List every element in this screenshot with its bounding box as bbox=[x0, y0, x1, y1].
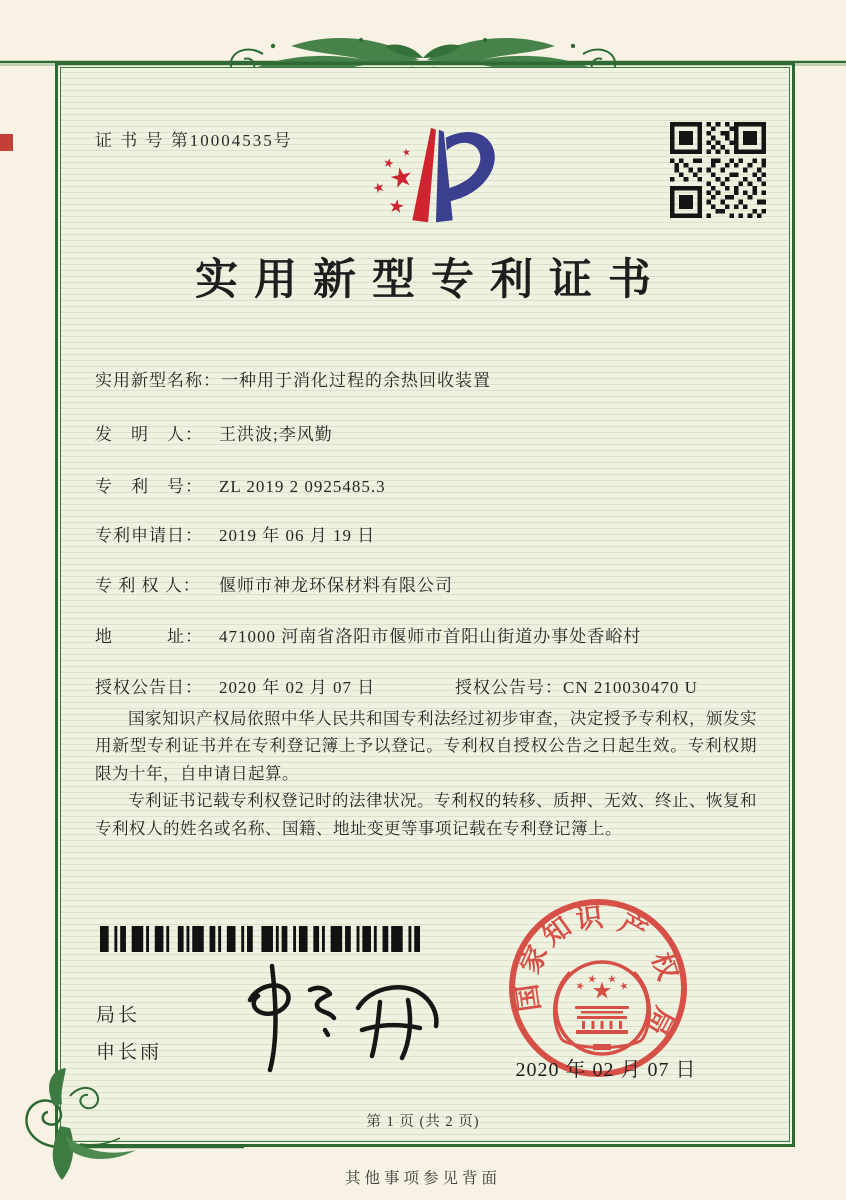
field-row-inventors bbox=[95, 420, 333, 445]
field-row-grant-date bbox=[95, 673, 760, 698]
cnipa-logo bbox=[352, 112, 512, 240]
director-signature bbox=[225, 950, 465, 1075]
seal-char: 产 bbox=[613, 907, 653, 948]
field-label: 专利申请日： bbox=[95, 526, 203, 545]
seal-char: 国 bbox=[511, 982, 546, 1014]
director-title: 局长 bbox=[96, 1005, 141, 1026]
field-row-filing-date bbox=[95, 521, 375, 546]
seal-date: 2020 年 02 月 07 日 bbox=[515, 1059, 697, 1081]
national-emblem bbox=[554, 962, 649, 1054]
field-label: 专 利 权 人： bbox=[95, 576, 201, 595]
field-label: 专 利 号： bbox=[95, 477, 203, 496]
field-row-patent-number bbox=[95, 472, 386, 497]
barcode bbox=[100, 926, 420, 952]
seal-char: 权 bbox=[646, 948, 684, 984]
legal-text bbox=[95, 705, 757, 842]
field-value: 一种用于消化过程的余热回收装置 bbox=[221, 371, 491, 390]
field-row-utility-name bbox=[95, 366, 491, 391]
field-label: 授权公告日： bbox=[95, 678, 203, 697]
qr-code bbox=[670, 122, 766, 218]
page-number: 第 1 页 (共 2 页) bbox=[366, 1114, 480, 1130]
field-label: 授权公告号： bbox=[455, 678, 563, 697]
field-value: CN 210030470 U bbox=[563, 678, 698, 697]
field-row-patentee bbox=[95, 571, 453, 596]
field-grant-number bbox=[455, 673, 698, 698]
seal-char: 知 bbox=[537, 911, 577, 952]
field-value: 471000 河南省洛阳市偃师市首阳山街道办事处香峪村 bbox=[219, 627, 642, 646]
field-value: 2020 年 02 月 07 日 bbox=[219, 678, 376, 697]
red-edge-mark bbox=[0, 134, 13, 151]
seal-char: 识 bbox=[574, 901, 605, 936]
field-label: 发 明 人： bbox=[95, 425, 203, 444]
director-name: 申长雨 bbox=[96, 1042, 163, 1063]
field-value: ZL 2019 2 0925485.3 bbox=[219, 477, 386, 496]
legal-paragraph-1: 国家知识产权局依照中华人民共和国专利法经过初步审查，决定授予专利权，颁发实用新型专利证书并在专利登记簿上予以登记。专利权自授权公告之日起生效。专利权期限为十年，自申请日起算。 bbox=[95, 709, 757, 783]
field-value: 王洪波;李风勤 bbox=[219, 425, 333, 444]
field-value: 2019 年 06 月 19 日 bbox=[219, 526, 376, 545]
legal-paragraph-2: 专利证书记载专利权登记时的法律状况。专利权的转移、质押、无效、终止、恢复和专利权人的姓名或名称、国籍、地址变更等事项记载在专利登记簿上。 bbox=[95, 791, 757, 838]
field-label: 地 址： bbox=[95, 627, 203, 646]
certificate-number: 证 书 号 第10004535号 bbox=[95, 131, 293, 150]
seal-char: 局 bbox=[640, 1001, 680, 1040]
field-row-address bbox=[95, 622, 641, 647]
field-value: 偃师市神龙环保材料有限公司 bbox=[219, 576, 453, 595]
certificate-title: 实用新型专利证书 bbox=[195, 257, 667, 304]
back-side-note: 其他事项参见背面 bbox=[344, 1170, 501, 1187]
field-label: 实用新型名称： bbox=[95, 371, 221, 390]
seal-char: 家 bbox=[514, 941, 554, 978]
